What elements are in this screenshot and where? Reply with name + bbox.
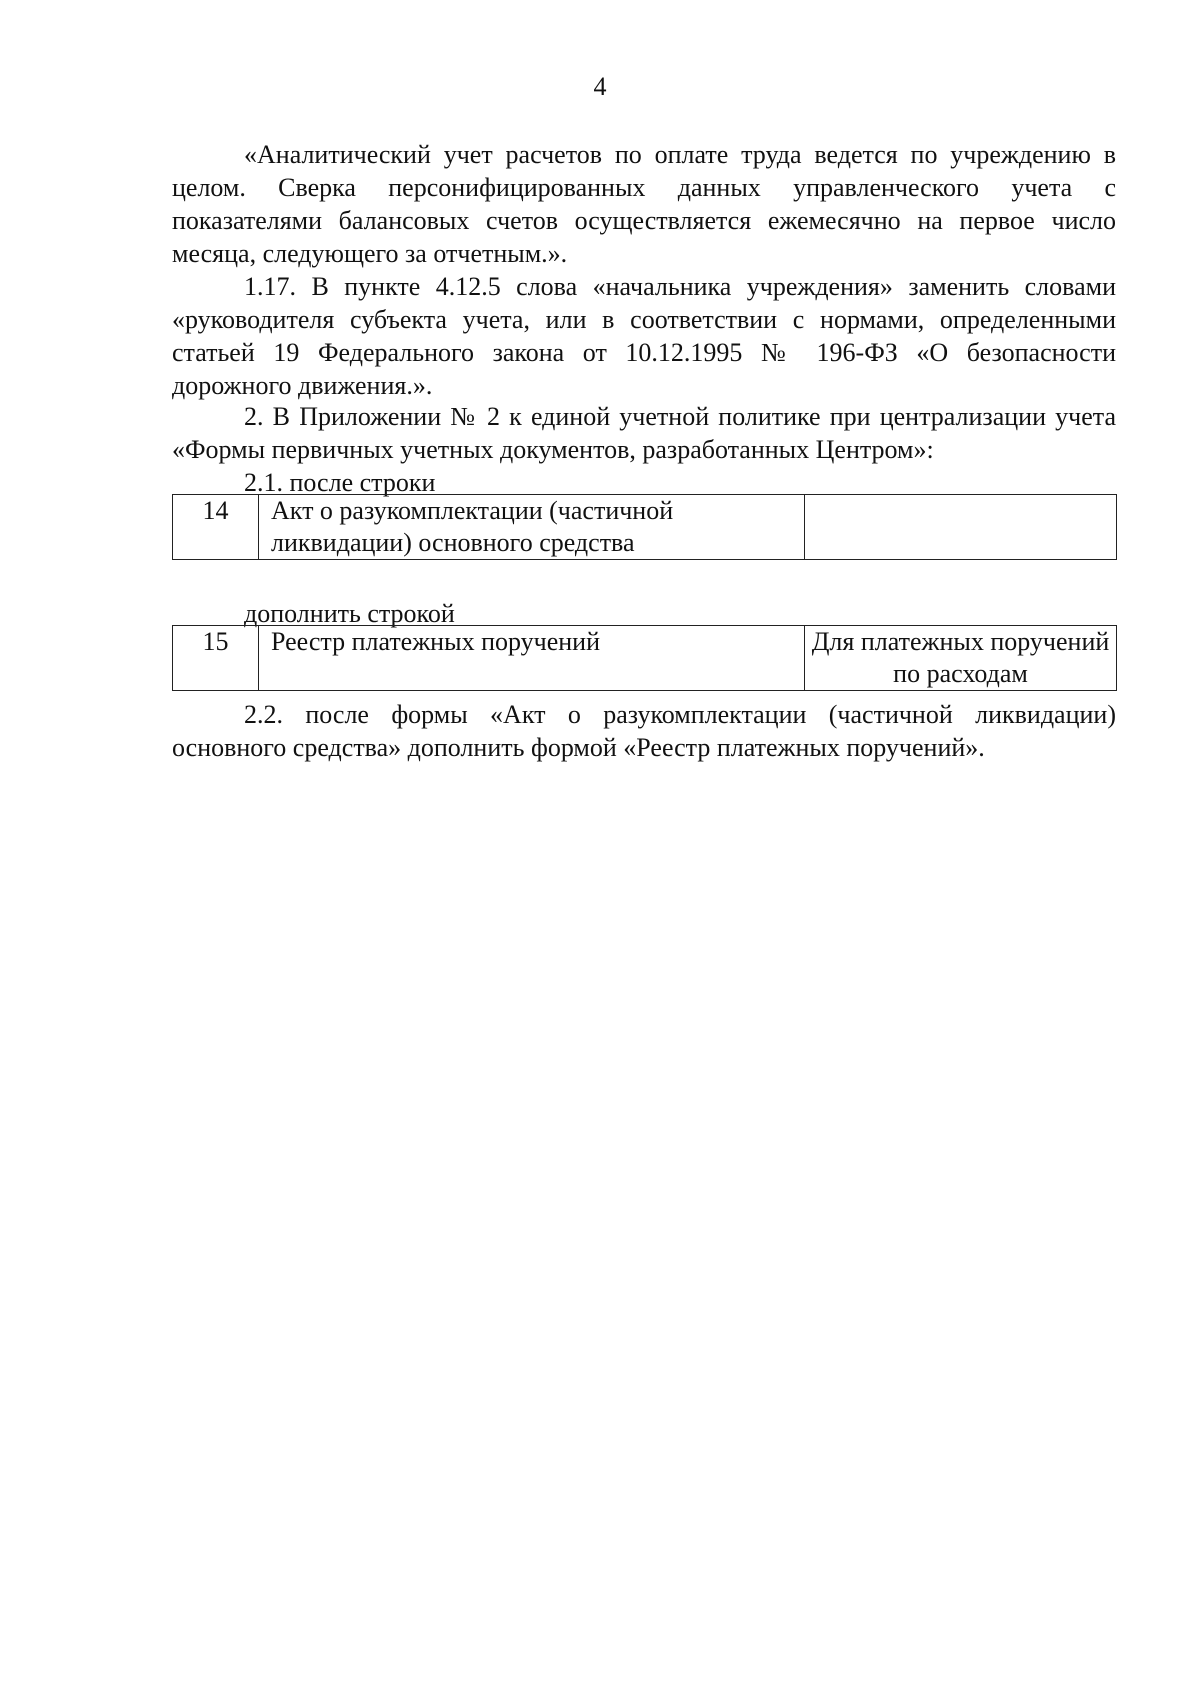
paragraph-2: 2. В Приложении № 2 к единой учетной политике при централизации учета «Формы первичных учетных документов, разработанных Центром»: [172,402,1116,464]
table-row [173,495,1117,560]
row-note [805,495,1117,560]
paragraph-accounting: «Аналитический учет расчетов по оплате труда ведется по учреждению в целом. Сверка персонифицированных данных управленческого учета с показателями балансовых счетов осуществляется ежемесячно на первое число месяца, следующего за отчетным.». [172,140,1116,268]
paragraph-1-17: 1.17. В пункте 4.12.5 слова «начальника учреждения» заменить словами «руководителя субъекта учета, или в соответствии с нормами, определенными статьей 19 Федерального закона от 10.12.1995 № 196-ФЗ «О безопасности дорожного движения.». [172,272,1116,400]
row-number: 14 [173,495,259,560]
label-after-row: 2.1. после строки [244,468,436,497]
table-new-row [172,625,1117,691]
row-form-name: Акт о разукомплектации (частичной ликвидации) основного средства [259,495,805,560]
row-number: 15 [173,626,259,691]
row-note: Для платежных поручений по расходам [805,626,1117,691]
paragraph-2-2: 2.2. после формы «Акт о разукомплектации (частичной ликвидации) основного средства» дополнить формой «Реестр платежных поручений». [172,700,1116,762]
page-number: 4 [593,72,607,101]
table-existing-row [172,494,1117,560]
table-row [173,626,1117,691]
label-add-row: дополнить строкой [244,599,455,628]
row-form-name: Реестр платежных поручений [259,626,805,691]
